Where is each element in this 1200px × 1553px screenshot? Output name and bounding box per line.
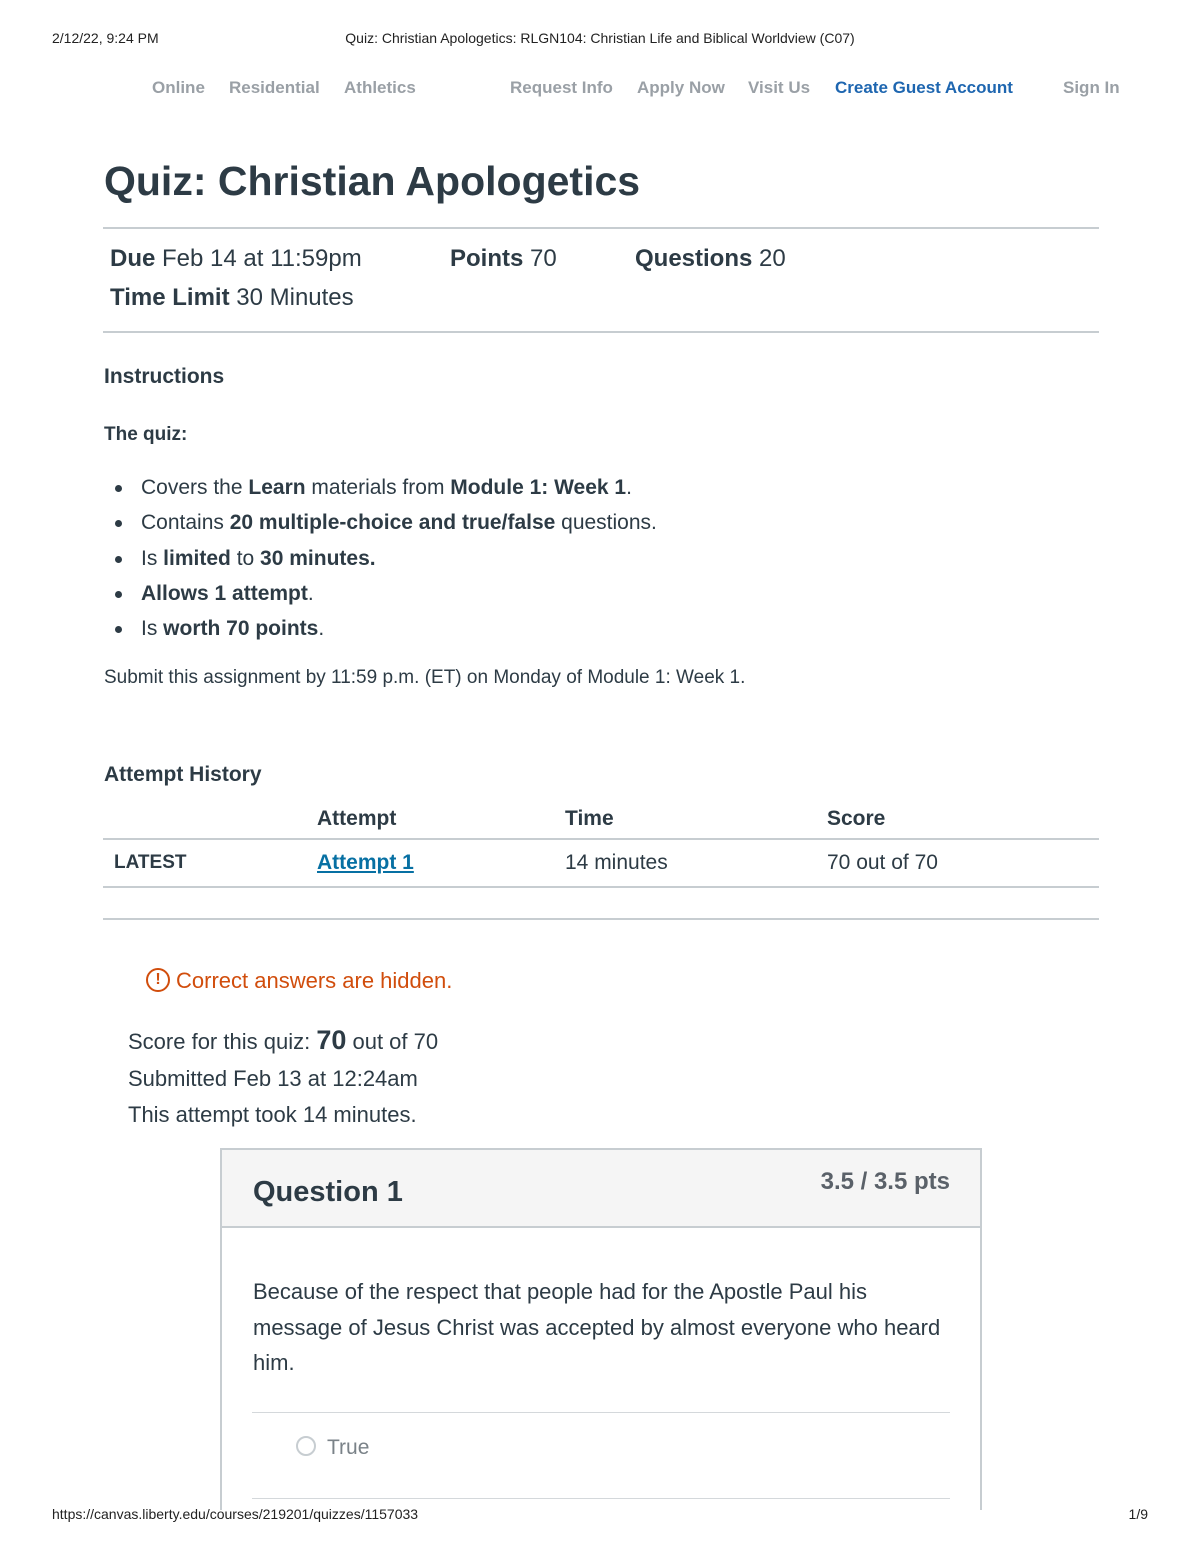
column-header: Score	[827, 800, 1099, 839]
latest-label: LATEST	[103, 839, 317, 887]
points-label: Points	[450, 245, 524, 272]
score-value: 70	[316, 1025, 347, 1055]
questions-count	[635, 245, 786, 273]
points-value: 70	[530, 245, 557, 272]
nav-visit-us[interactable]: Visit Us	[748, 78, 811, 97]
question-card	[220, 1148, 982, 1510]
due-value: Feb 14 at 11:59pm	[162, 245, 362, 272]
divider	[252, 1412, 950, 1413]
list-item: Covers the Learn materials from Module 1: Week 1.	[104, 474, 657, 509]
attempt-history-table	[103, 800, 1099, 888]
divider	[103, 918, 1099, 920]
answers-hidden-notice	[146, 968, 452, 994]
time-cell: 14 minutes	[565, 839, 827, 887]
nav-apply-now[interactable]: Apply Now	[637, 78, 725, 97]
question-points: 3.5 / 3.5 pts	[820, 1168, 950, 1195]
submit-note: Submit this assignment by 11:59 p.m. (ET) on Monday of Module 1: Week 1.	[104, 667, 746, 688]
questions-label: Questions	[635, 245, 753, 272]
nav-request-info[interactable]: Request Info	[510, 78, 613, 97]
nav-create-guest-account[interactable]: Create Guest Account	[835, 78, 1013, 97]
divider	[252, 1498, 950, 1499]
quiz-score: Score for this quiz: 70 out of 70	[128, 1025, 439, 1055]
time-limit-value: 30 Minutes	[236, 284, 354, 311]
questions-value: 20	[759, 245, 786, 272]
divider	[103, 227, 1099, 229]
score-cell: 70 out of 70	[827, 839, 1099, 887]
due-label: Due	[110, 245, 156, 272]
instructions-intro: The quiz:	[104, 424, 188, 445]
list-item: Contains 20 multiple-choice and true/false questions.	[104, 509, 657, 544]
print-header	[52, 30, 1148, 50]
nav-residential[interactable]: Residential	[229, 78, 320, 97]
column-header: Time	[565, 800, 827, 839]
print-document-title: Quiz: Christian Apologetics: RLGN104: Christian Life and Biblical Worldview (C07)	[345, 30, 855, 46]
nav-online[interactable]: Online	[152, 78, 205, 97]
page-title: Quiz: Christian Apologetics	[104, 158, 641, 204]
question-title: Question 1	[253, 1176, 403, 1208]
submitted-time: Submitted Feb 13 at 12:24am	[128, 1065, 418, 1091]
nav-sign-in[interactable]: Sign In	[1063, 78, 1120, 97]
attempt-link[interactable]: Attempt 1	[317, 851, 414, 874]
list-item: Is worth 70 points.	[104, 615, 657, 650]
alert-circle-icon: !	[146, 968, 170, 992]
score-summary	[128, 1022, 438, 1134]
list-item: Allows 1 attempt.	[104, 580, 657, 615]
divider	[103, 331, 1099, 333]
answer-label: True	[327, 1436, 370, 1459]
list-item: Is limited to 30 minutes.	[104, 545, 657, 580]
due-date	[110, 245, 362, 273]
answers-hidden-text: Correct answers are hidden.	[176, 968, 453, 993]
question-header	[222, 1150, 980, 1228]
time-limit-label: Time Limit	[110, 284, 230, 311]
time-limit	[110, 284, 354, 312]
print-footer	[52, 1506, 1148, 1526]
column-header: Attempt	[317, 800, 565, 839]
points	[450, 245, 557, 273]
question-text: Because of the respect that people had for the Apostle Paul his message of Jesus Christ was accepted by almost everyone who heard him.	[253, 1279, 941, 1375]
radio-icon[interactable]	[296, 1436, 316, 1456]
table-row	[103, 839, 1099, 887]
nav-athletics[interactable]: Athletics	[344, 78, 416, 97]
print-datetime: 2/12/22, 9:24 PM	[52, 30, 159, 46]
print-url: https://canvas.liberty.edu/courses/219201/quizzes/1157033	[52, 1506, 419, 1522]
column-header	[103, 800, 317, 839]
attempt-cell	[317, 839, 565, 887]
attempt-history-heading: Attempt History	[104, 763, 262, 786]
top-navigation	[0, 78, 1200, 100]
print-page-number: 1/9	[1128, 1506, 1148, 1522]
answer-option[interactable]	[296, 1436, 369, 1460]
instructions-list	[104, 474, 657, 650]
instructions-heading: Instructions	[104, 365, 225, 388]
table-header-row	[103, 800, 1099, 839]
attempt-duration: This attempt took 14 minutes.	[128, 1102, 417, 1127]
